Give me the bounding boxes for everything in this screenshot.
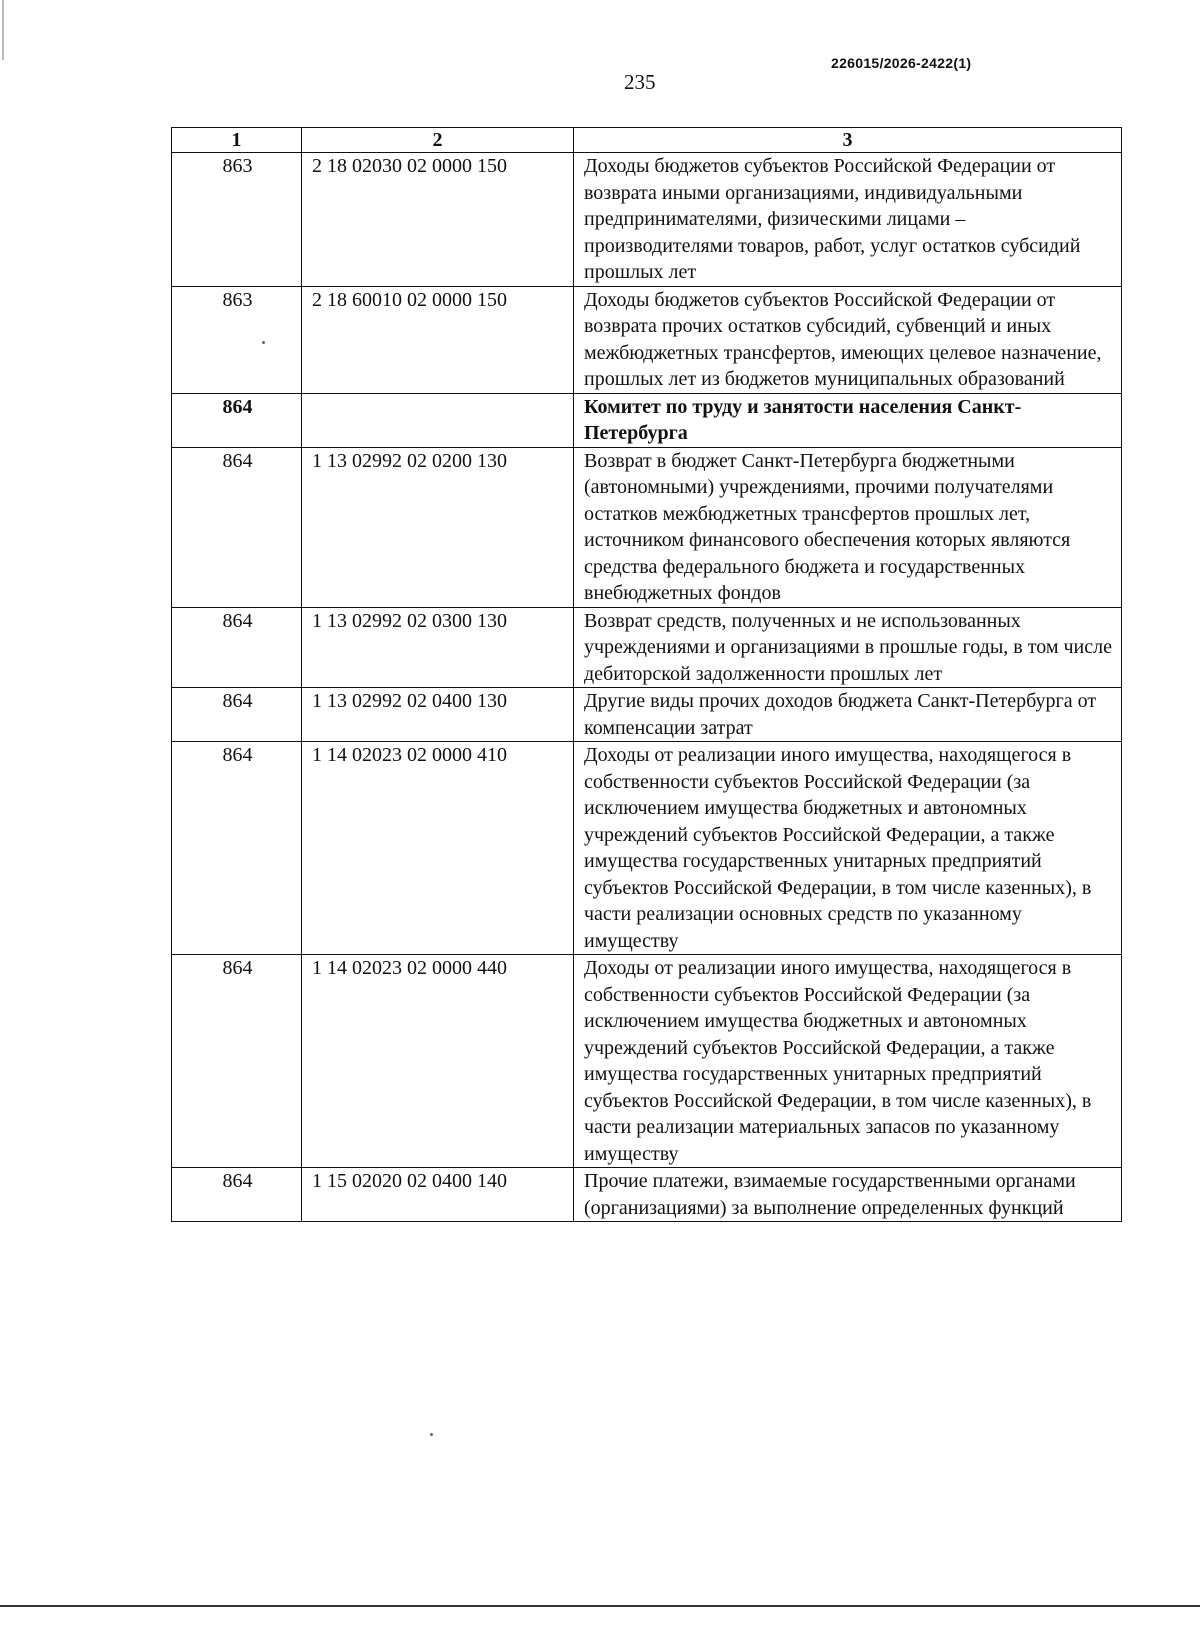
table-row [172, 955, 1122, 1168]
row-number-cell: 864 [172, 607, 302, 688]
table-row [172, 393, 1122, 447]
column-header-3: 3 [574, 128, 1122, 153]
description-cell: Возврат в бюджет Санкт-Петербурга бюджетными (автономными) учреждениями, прочими получателями остатков межбюджетных трансфертов прошлых лет, источником финансового обеспечения которых являются средства федерального бюджета и государственных внебюджетных фондов [574, 447, 1122, 607]
budget-code-cell: 2 18 02030 02 0000 150 [302, 153, 574, 287]
budget-code-cell: 1 14 02023 02 0000 440 [302, 955, 574, 1168]
description-cell: Доходы бюджетов субъектов Российской Федерации от возврата иными организациями, индивидуальными предпринимателями, физическими лицами – производителями товаров, работ, услуг остатков субсидий прошлых лет [574, 153, 1122, 287]
description-cell: Возврат средств, полученных и не использованных учреждениями и организациями в прошлые годы, в том числе дебиторской задолженности прошлых лет [574, 607, 1122, 688]
scan-speck [262, 341, 265, 344]
table-row [172, 688, 1122, 742]
budget-code-cell: 2 18 60010 02 0000 150 [302, 286, 574, 393]
row-number-cell: 864 [172, 688, 302, 742]
row-number-cell: 863 [172, 286, 302, 393]
description-cell: Другие виды прочих доходов бюджета Санкт-Петербурга от компенсации затрат [574, 688, 1122, 742]
row-number-cell: 864 [172, 955, 302, 1168]
revenue-codes-table [171, 127, 1122, 1222]
column-header-2: 2 [302, 128, 574, 153]
budget-code-cell [302, 393, 574, 447]
description-cell: Доходы от реализации иного имущества, находящегося в собственности субъектов Российской Федерации (за исключением имущества бюджетных и автономных учреждений субъектов Российской Федерации, а также имущества государственных унитарных предприятий субъектов Российской Федерации, в том числе казенных), в части реализации материальных запасов по указанному имуществу [574, 955, 1122, 1168]
table-row [172, 286, 1122, 393]
row-number-cell: 864 [172, 1168, 302, 1222]
row-number-cell: 864 [172, 447, 302, 607]
table-row [172, 1168, 1122, 1222]
table-row [172, 447, 1122, 607]
table-row [172, 742, 1122, 955]
page-number: 235 [624, 70, 656, 94]
budget-code-cell: 1 13 02992 02 0300 130 [302, 607, 574, 688]
scan-edge-mark [2, 0, 4, 60]
scan-speck [430, 1433, 433, 1436]
column-header-1: 1 [172, 128, 302, 153]
description-cell: Доходы бюджетов субъектов Российской Федерации от возврата прочих остатков субсидий, субвенций и иных межбюджетных трансфертов, имеющих целевое назначение, прошлых лет из бюджетов муниципальных образований [574, 286, 1122, 393]
budget-code-cell: 1 13 02992 02 0400 130 [302, 688, 574, 742]
table-row [172, 607, 1122, 688]
row-number-cell: 864 [172, 742, 302, 955]
table-row [172, 153, 1122, 287]
description-cell: Прочие платежи, взимаемые государственными органами (организациями) за выполнение определенных функций [574, 1168, 1122, 1222]
table-header-row [172, 128, 1122, 153]
budget-code-cell: 1 14 02023 02 0000 410 [302, 742, 574, 955]
document-id: 226015/2026-2422(1) [831, 55, 972, 71]
row-number-cell: 863 [172, 153, 302, 287]
description-cell: Комитет по труду и занятости населения Санкт-Петербурга [574, 393, 1122, 447]
scan-bottom-line [0, 1605, 1200, 1607]
row-number-cell: 864 [172, 393, 302, 447]
description-cell: Доходы от реализации иного имущества, находящегося в собственности субъектов Российской Федерации (за исключением имущества бюджетных и автономных учреждений субъектов Российской Федерации, а также имущества государственных унитарных предприятий субъектов Российской Федерации, в том числе казенных), в части реализации основных средств по указанному имуществу [574, 742, 1122, 955]
budget-code-cell: 1 15 02020 02 0400 140 [302, 1168, 574, 1222]
budget-code-cell: 1 13 02992 02 0200 130 [302, 447, 574, 607]
